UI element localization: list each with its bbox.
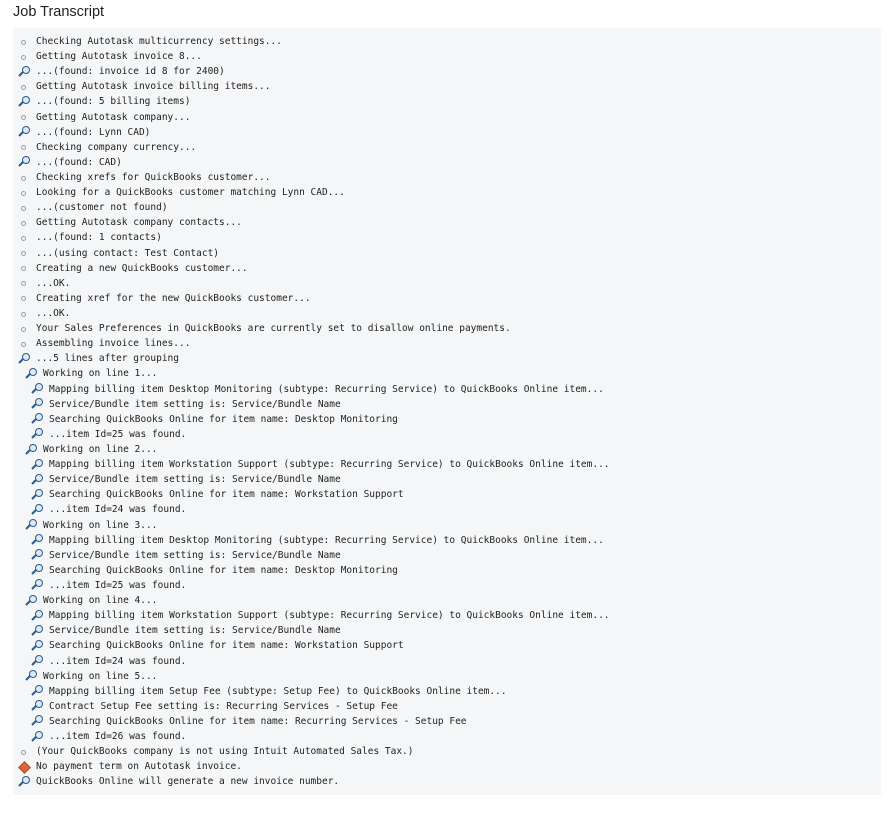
transcript-line-text: (Your QuickBooks company is not using Intuit Automated Sales Tax.) [36, 746, 414, 758]
transcript-line-text: Mapping billing item Workstation Support (subtype: Recurring Service) to QuickBooks Online item... [49, 610, 610, 622]
transcript-line-text: ...item Id=24 was found. [49, 504, 187, 516]
transcript-line-text: Getting Autotask invoice 8... [36, 51, 202, 63]
magnifier-icon [25, 444, 37, 456]
magnifier-icon [25, 519, 37, 531]
magnifier-icon [31, 685, 43, 697]
transcript-line [13, 653, 881, 668]
transcript-line [13, 548, 881, 563]
transcript-line-text: Working on line 1... [43, 368, 158, 380]
magnifier-icon [31, 731, 43, 743]
transcript-line [13, 49, 881, 64]
transcript-line [13, 382, 881, 397]
transcript-line-text: QuickBooks Online will generate a new invoice number. [36, 776, 340, 788]
transcript-line-text: Mapping billing item Workstation Support (subtype: Recurring Service) to QuickBooks Online item... [49, 459, 610, 471]
transcript-line-text: Checking Autotask multicurrency settings... [36, 36, 282, 48]
transcript-line [13, 155, 881, 170]
transcript-line [13, 230, 881, 245]
transcript-line [13, 110, 881, 125]
bullet-icon [18, 292, 30, 304]
transcript-line-text: Searching QuickBooks Online for item name: Desktop Monitoring [49, 413, 398, 425]
magnifier-icon [31, 504, 43, 516]
transcript-line-text: Searching QuickBooks Online for item name: Workstation Support [49, 640, 404, 652]
transcript-line-text: ...(found: invoice id 8 for 2400) [36, 66, 225, 78]
transcript-line [13, 684, 881, 699]
magnifier-icon [18, 96, 30, 108]
transcript-line [13, 336, 881, 351]
transcript-line [13, 714, 881, 729]
magnifier-icon [18, 353, 30, 365]
transcript-line [13, 397, 881, 412]
transcript-line-text: Checking xrefs for QuickBooks customer... [36, 172, 271, 184]
transcript-line [13, 669, 881, 684]
transcript-panel[interactable] [13, 28, 881, 795]
page-title: Job Transcript [13, 4, 105, 20]
transcript-line-text: Creating a new QuickBooks customer... [36, 262, 248, 274]
transcript-line-text: Searching QuickBooks Online for item name: Desktop Monitoring [49, 564, 398, 576]
magnifier-icon [31, 625, 43, 637]
transcript-line [13, 442, 881, 457]
transcript-line [13, 261, 881, 276]
magnifier-icon [25, 368, 37, 380]
transcript-line-text: Working on line 5... [43, 670, 158, 682]
transcript-line [13, 502, 881, 517]
bullet-icon [18, 172, 30, 184]
transcript-line-text: Getting Autotask company... [36, 111, 191, 123]
transcript-line-text: Working on line 2... [43, 444, 158, 455]
transcript-line-text: Assembling invoice lines... [36, 338, 191, 350]
magnifier-icon [31, 700, 43, 712]
transcript-line-text: Service/Bundle item setting is: Service/Bundle Name [49, 625, 341, 637]
transcript-line [13, 185, 881, 200]
transcript-line [13, 563, 881, 578]
magnifier-icon [31, 564, 43, 576]
bullet-icon [18, 187, 30, 199]
transcript-line [13, 729, 881, 744]
transcript-line [13, 457, 881, 472]
magnifier-icon [31, 413, 43, 425]
transcript-line [13, 94, 881, 109]
transcript-line [13, 125, 881, 140]
transcript-line-text: ...5 lines after grouping [36, 353, 179, 365]
transcript-line-text: Mapping billing item Desktop Monitoring (subtype: Recurring Service) to QuickBooks Online item... [49, 534, 604, 546]
transcript-line-text: Service/Bundle item setting is: Service/Bundle Name [49, 398, 341, 410]
bullet-icon [18, 308, 30, 320]
bullet-icon [18, 51, 30, 63]
transcript-line-text: Service/Bundle item setting is: Service/Bundle Name [49, 549, 341, 561]
transcript-line-text: Creating xref for the new QuickBooks customer... [36, 292, 311, 304]
bullet-icon [18, 277, 30, 289]
transcript-line [13, 412, 881, 427]
transcript-line [13, 699, 881, 714]
transcript-line [13, 321, 881, 336]
transcript-line [13, 34, 881, 49]
transcript-line-text: Mapping billing item Desktop Monitoring (subtype: Recurring Service) to QuickBooks Online item... [49, 383, 604, 395]
transcript-line [13, 744, 881, 759]
transcript-line [13, 79, 881, 94]
transcript-line [13, 306, 881, 321]
transcript-line-text: ...(using contact: Test Contact) [36, 247, 220, 259]
transcript-line-text: Your Sales Preferences in QuickBooks are currently set to disallow online payments. [36, 323, 511, 335]
magnifier-icon [31, 398, 43, 410]
transcript-line [13, 276, 881, 291]
magnifier-icon [25, 595, 37, 607]
magnifier-icon [31, 534, 43, 546]
transcript-line-text: ...item Id=24 was found. [49, 655, 187, 667]
transcript-line [13, 215, 881, 230]
transcript-line-text: ...item Id=25 was found. [49, 428, 187, 440]
magnifier-icon [31, 640, 43, 652]
transcript-line [13, 623, 881, 638]
transcript-line-text: ...OK. [36, 308, 71, 320]
transcript-line [13, 608, 881, 623]
transcript-line-text: Working on line 4... [43, 595, 158, 607]
magnifier-icon [31, 579, 43, 591]
transcript-line [13, 774, 881, 789]
transcript-line [13, 170, 881, 185]
magnifier-icon [18, 156, 30, 168]
transcript-line [13, 64, 881, 79]
bullet-icon [18, 111, 30, 123]
magnifier-icon [18, 776, 30, 788]
bullet-icon [18, 262, 30, 274]
magnifier-icon [31, 489, 43, 501]
transcript-line-text: Mapping billing item Setup Fee (subtype: Setup Fee) to QuickBooks Online item... [49, 685, 507, 697]
transcript-line [13, 487, 881, 502]
magnifier-icon [31, 383, 43, 395]
bullet-icon [18, 746, 30, 758]
transcript-line-text: Service/Bundle item setting is: Service/Bundle Name [49, 474, 341, 486]
transcript-line-text: ...(found: 1 contacts) [36, 232, 162, 244]
transcript-line-text: Getting Autotask invoice billing items... [36, 81, 271, 93]
transcript-line-text: Searching QuickBooks Online for item name: Workstation Support [49, 489, 404, 501]
bullet-icon [18, 36, 30, 48]
transcript-line [13, 291, 881, 306]
bullet-icon [18, 141, 30, 153]
transcript-line-text: ...item Id=26 was found. [49, 731, 187, 743]
transcript-line [13, 638, 881, 653]
transcript-line [13, 427, 881, 442]
bullet-icon [18, 81, 30, 93]
transcript-line [13, 533, 881, 548]
bullet-icon [18, 202, 30, 214]
magnifier-icon [31, 459, 43, 471]
transcript-line-text: ...item Id=25 was found. [49, 579, 187, 591]
transcript-line-text: Working on line 3... [43, 519, 158, 531]
bullet-icon [18, 338, 30, 350]
bullet-icon [18, 247, 30, 259]
transcript-line [13, 366, 881, 381]
bullet-icon [18, 217, 30, 229]
transcript-line [13, 246, 881, 261]
transcript-line-text: ...(customer not found) [36, 202, 168, 214]
magnifier-icon [31, 428, 43, 440]
transcript-line-text: ...OK. [36, 277, 71, 289]
magnifier-icon [31, 655, 43, 667]
transcript-line [13, 518, 881, 533]
transcript-line [13, 759, 881, 774]
transcript-line-text: ...(found: CAD) [36, 156, 122, 168]
transcript-line-text: No payment term on Autotask invoice. [36, 761, 242, 773]
transcript-line [13, 200, 881, 215]
magnifier-icon [31, 549, 43, 561]
transcript-line [13, 140, 881, 155]
transcript-line-text: Searching QuickBooks Online for item name: Recurring Services - Setup Fee [49, 715, 467, 727]
magnifier-icon [25, 670, 37, 682]
transcript-line [13, 472, 881, 487]
warning-diamond-icon [18, 761, 30, 773]
transcript-line-text: ...(found: 5 billing items) [36, 96, 191, 108]
magnifier-icon [31, 474, 43, 486]
bullet-icon [18, 323, 30, 335]
transcript-line-text: Looking for a QuickBooks customer matching Lynn CAD... [36, 187, 345, 199]
transcript-lines [13, 34, 881, 789]
transcript-line [13, 593, 881, 608]
magnifier-icon [31, 610, 43, 622]
magnifier-icon [18, 66, 30, 78]
transcript-line-text: ...(found: Lynn CAD) [36, 126, 151, 138]
transcript-line-text: Getting Autotask company contacts... [36, 217, 242, 229]
transcript-line [13, 351, 881, 366]
transcript-line [13, 578, 881, 593]
magnifier-icon [18, 126, 30, 138]
magnifier-icon [31, 715, 43, 727]
bullet-icon [18, 232, 30, 244]
transcript-line-text: Checking company currency... [36, 141, 197, 153]
transcript-line-text: Contract Setup Fee setting is: Recurring Services - Setup Fee [49, 700, 398, 712]
